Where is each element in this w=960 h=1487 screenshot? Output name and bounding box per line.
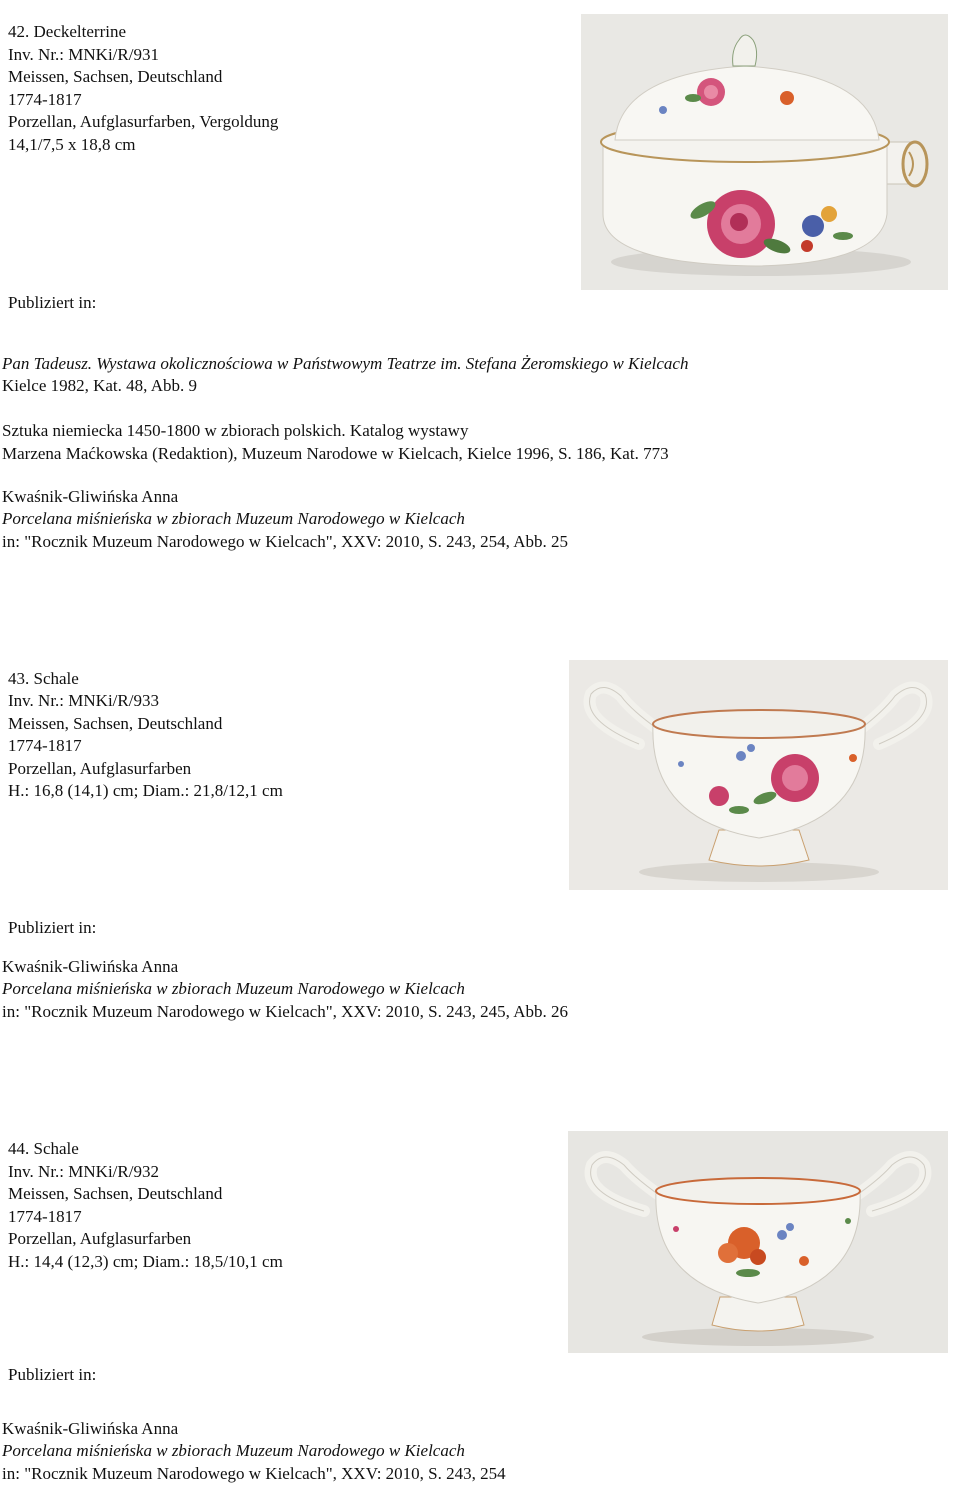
origin: Meissen, Sachsen, Deutschland xyxy=(8,714,223,733)
reference-title: Sztuka niemiecka 1450-1800 w zbiorach polskich. Katalog wystawy xyxy=(2,421,469,440)
dates: 1774-1817 xyxy=(8,1207,82,1226)
reference-title: Pan Tadeusz. Wystawa okolicznościowa w Państwowym Teatrze im. Stefana Żeromskiego w Kielcach xyxy=(2,354,689,373)
entry-heading: 44. Schale xyxy=(8,1139,79,1158)
origin: Meissen, Sachsen, Deutschland xyxy=(8,1184,223,1203)
published-label: Publiziert in: xyxy=(8,1365,97,1384)
reference-title: Porcelana miśnieńska w zbiorach Muzeum Narodowego w Kielcach xyxy=(2,509,465,528)
dimensions: 14,1/7,5 x 18,8 cm xyxy=(8,135,136,154)
inventory-number: Inv. Nr.: MNKi/R/931 xyxy=(8,45,159,64)
reference-title: Porcelana miśnieńska w zbiorach Muzeum Narodowego w Kielcach xyxy=(2,979,465,998)
published-label: Publiziert in: xyxy=(8,293,97,312)
inventory-number: Inv. Nr.: MNKi/R/933 xyxy=(8,691,159,710)
origin: Meissen, Sachsen, Deutschland xyxy=(8,67,223,86)
reference-detail: in: "Rocznik Muzeum Narodowego w Kielcach", XXV: 2010, S. 243, 254, Abb. 25 xyxy=(2,532,568,551)
dimensions: H.: 14,4 (12,3) cm; Diam.: 18,5/10,1 cm xyxy=(8,1252,283,1271)
dates: 1774-1817 xyxy=(8,90,82,109)
bowl-photo xyxy=(569,660,948,890)
dimensions: H.: 16,8 (14,1) cm; Diam.: 21,8/12,1 cm xyxy=(8,781,283,800)
bowl-photo xyxy=(568,1131,948,1353)
reference-title: Porcelana miśnieńska w zbiorach Muzeum Narodowego w Kielcach xyxy=(2,1441,465,1460)
reference-author: Kwaśnik-Gliwińska Anna xyxy=(2,487,179,506)
entry-heading: 42. Deckelterrine xyxy=(8,22,126,41)
dates: 1774-1817 xyxy=(8,736,82,755)
reference-author: Kwaśnik-Gliwińska Anna xyxy=(2,1419,179,1438)
material: Porzellan, Aufglasurfarben, Vergoldung xyxy=(8,112,279,131)
material: Porzellan, Aufglasurfarben xyxy=(8,1229,192,1248)
reference-detail: in: "Rocznik Muzeum Narodowego w Kielcach", XXV: 2010, S. 243, 245, Abb. 26 xyxy=(2,1002,568,1021)
material: Porzellan, Aufglasurfarben xyxy=(8,759,192,778)
inventory-number: Inv. Nr.: MNKi/R/932 xyxy=(8,1162,159,1181)
reference-detail: Marzena Maćkowska (Redaktion), Muzeum Narodowe w Kielcach, Kielce 1996, S. 186, Kat. 773 xyxy=(2,444,669,463)
reference-detail: Kielce 1982, Kat. 48, Abb. 9 xyxy=(2,376,197,395)
tureen-photo xyxy=(581,14,948,290)
reference-author: Kwaśnik-Gliwińska Anna xyxy=(2,957,179,976)
published-label: Publiziert in: xyxy=(8,918,97,937)
reference-detail: in: "Rocznik Muzeum Narodowego w Kielcach", XXV: 2010, S. 243, 254 xyxy=(2,1464,506,1483)
entry-heading: 43. Schale xyxy=(8,669,79,688)
